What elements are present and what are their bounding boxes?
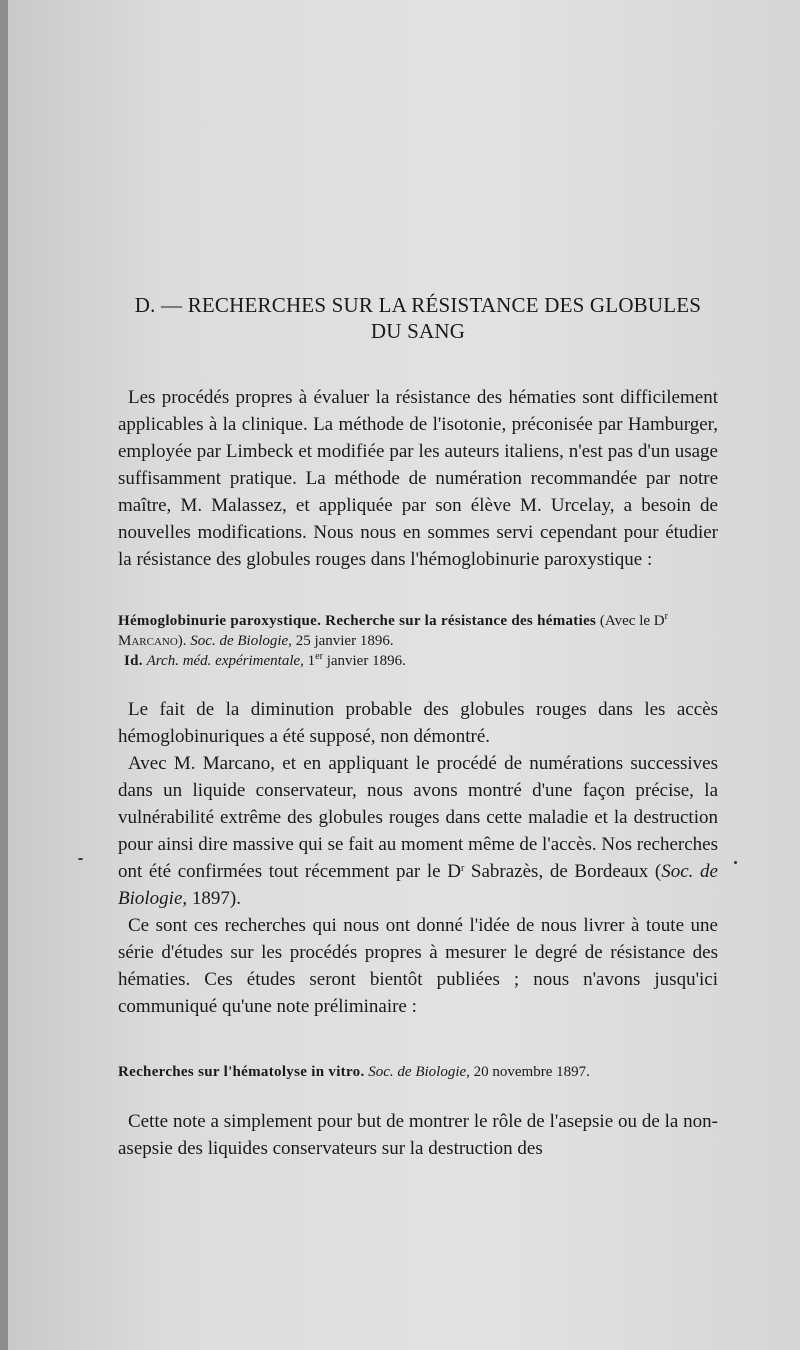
reference-date-2-sup: er	[315, 651, 323, 662]
paragraph-series: Ce sont ces recherches qui nous ont donné l'idée de nous livrer à toute une série d'études sur les procédés propres à mesurer le degré de résistance des hématies. Ces études seront bientôt publiées ; nous n'avons jusqu'ici communiqué qu'une note préliminaire :	[118, 915, 718, 1017]
paragraph-marcano-text: Avec M. Marcano, et en appliquant le procédé de numérations successives dans un liquide conservateur, nous avons montré d'une façon précise, la vulnérabilité extrême des globules rouges dans cette maladie et la destruction pour ainsi dire massive qui se fait au moment même de l'accès. Nos recherches ont été confirmées tout récemment par le D	[118, 753, 718, 882]
reference-author: Marcano	[118, 633, 178, 649]
reference-2-title: Recherches sur l'hématolyse in vitro.	[118, 1064, 365, 1080]
reference-hematolyse	[118, 1062, 718, 1082]
page-content	[118, 292, 718, 1162]
title-line-1: D. — RECHERCHES SUR LA RÉSISTANCE DES GLOBULES	[134, 293, 702, 317]
paragraph-diminution: Le fait de la diminution probable des globules rouges dans les accès hémoglobinuriques a été supposé, non démontré.	[118, 699, 718, 747]
reference-journal: Soc. de Biologie,	[190, 633, 292, 649]
paragraph-marcano-sup: r	[460, 863, 465, 874]
scanned-page	[8, 0, 800, 1350]
reference-date-2-num: 1	[303, 653, 316, 669]
paragraph-asepsie: Cette note a simplement pour but de montrer le rôle de l'asepsie ou de la non-asepsie des liquides conservateurs sur la destruction des	[118, 1111, 718, 1159]
reference-id-label: Id.	[124, 653, 143, 669]
reference-date-2-rest: janvier 1896.	[322, 653, 406, 669]
ink-speck-left	[78, 858, 83, 860]
section-title	[118, 292, 718, 344]
paragraph-marcano-year: 1897).	[187, 888, 241, 909]
paragraph-marcano-journal: Soc. de Biologie,	[118, 861, 718, 909]
ink-speck-right	[734, 861, 737, 864]
paragraph-intro: Les procédés propres à évaluer la résistance des hématies sont difficilement applicables à la clinique. La méthode de l'isotonie, préconisée par Hamburger, employée par Limbeck et modifiée par les auteurs italiens, n'est pas d'un usage suffisamment pratique. La méthode de numération recommandée par notre maître, M. Malassez, et appliquée par son élève M. Urcelay, a besoin de nouvelles modifications. Nous nous en sommes servi cependant pour étudier la résistance des globules rouges dans l'hémoglobinurie paroxystique :	[118, 387, 718, 570]
paragraph-marcano-text-2: Sabrazès, de Bordeaux (	[464, 861, 662, 882]
reference-title: Hémoglobinurie paroxystique. Recherche sur la résistance des hématies	[118, 613, 597, 629]
reference-journal-2: Arch. méd. expérimentale,	[146, 653, 304, 669]
reference-sup: r	[664, 611, 668, 622]
reference-date: 25 janvier 1896.	[291, 633, 394, 649]
reference-hemoglobinurie	[118, 611, 718, 671]
reference-paren-close: ).	[177, 633, 191, 649]
reference-2-date: 20 novembre 1897.	[469, 1064, 590, 1080]
reference-paren-open: (Avec le D	[596, 613, 665, 629]
reference-2-journal: Soc. de Biologie,	[368, 1064, 470, 1080]
title-line-2: DU SANG	[370, 319, 466, 343]
paragraph-marcano	[118, 750, 718, 912]
